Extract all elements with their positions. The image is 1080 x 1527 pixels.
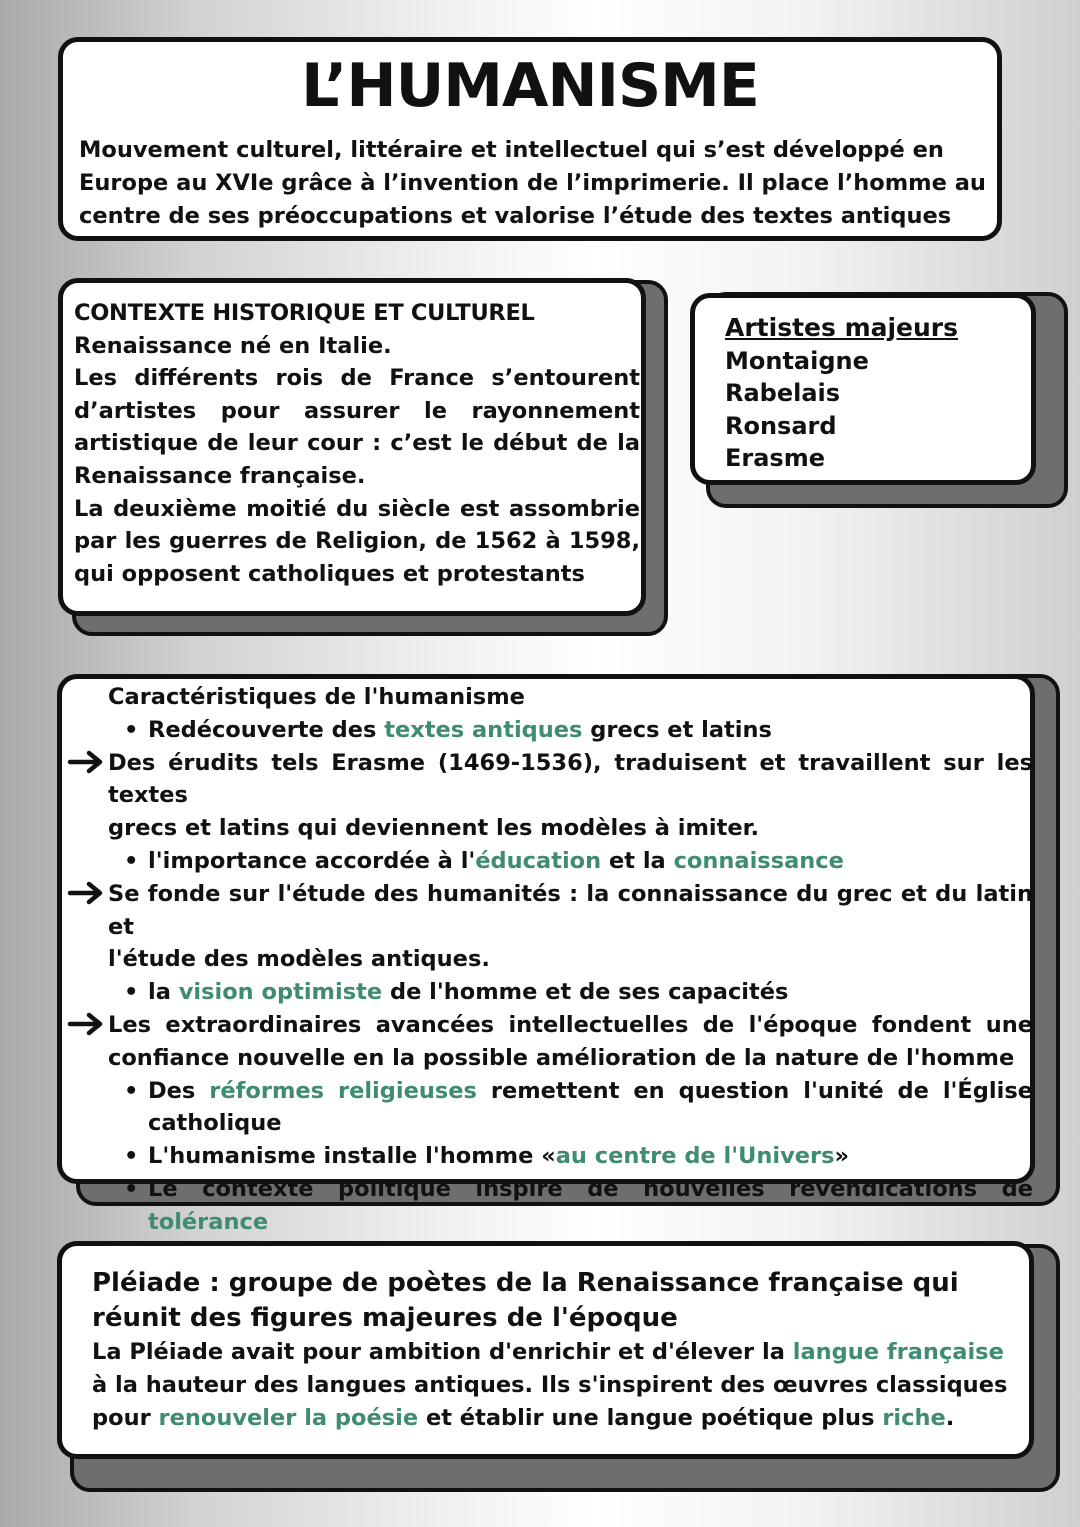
arrow-item-continuation: l'étude des modèles antiques. [108, 946, 490, 973]
pleiade-card [57, 1241, 1034, 1459]
bullet-dot-icon: • [124, 1143, 139, 1170]
arrow-item: Les extraordinaires avancées intellectuelles de l'époque fondent une [62, 1009, 1033, 1042]
arrow-right-icon [68, 1011, 106, 1037]
intro-text: Mouvement culturel, littéraire et intellectuel qui s’est développé en Europe au XVIe grâce à l’invention de l’imprimerie. Il place l’homme au centre de ses préoccupations et valorise l’étude des textes antiques [79, 137, 986, 229]
artistes-card [690, 293, 1036, 485]
artistes-heading: Artistes majeurs [725, 313, 959, 342]
arrow-right-icon [68, 749, 106, 775]
bullet-dot-icon: • [124, 716, 139, 743]
artist-item: Ronsard [725, 411, 837, 440]
contexte-para2: Les différents rois de France s’entourent d’artistes pour assurer le rayonnement artistique de leur cour : c’est le début de la Renaissance française. [74, 365, 640, 489]
bullet-item: • Le contexte politique inspire de nouvelles revendications de tolérance [62, 1173, 1033, 1239]
contexte-heading: CONTEXTE HISTORIQUE ET CULTUREL [74, 300, 535, 326]
pleiade-definition: Pléiade : groupe de poètes de la Renaissance française qui réunit des figures majeures de l'époque [92, 1268, 959, 1333]
contexte-para3: La deuxième moitié du siècle est assombrie par les guerres de Religion, de 1562 à 1598, qui opposent catholiques et protestants [74, 495, 640, 587]
arrow-item-continuation: grecs et latins qui deviennent les modèles à imiter. [108, 815, 760, 842]
contexte-card [58, 278, 646, 616]
page-title: L’HUMANISME [301, 51, 759, 121]
arrow-right-icon [68, 880, 106, 906]
bullet-item: • L'humanisme installe l'homme «au centre de l'Univers» [62, 1140, 1033, 1173]
bullet-item: • Redécouverte des textes antiques grecs et latins [62, 714, 1033, 747]
arrow-item: Des érudits tels Erasme (1469-1536), traduisent et travaillent sur les textes [62, 747, 1033, 813]
bullet-dot-icon: • [124, 1175, 139, 1202]
bullet-item: • la vision optimiste de l'homme et de ses capacités [62, 976, 1033, 1009]
caracteristiques-heading: Caractéristiques de l'humanisme [108, 684, 525, 710]
artist-item: Erasme [725, 444, 825, 473]
bullet-item-continuation: catholique [148, 1110, 282, 1137]
pleiade-description: La Pléiade avait pour ambition d'enrichir et d'élever la langue française à la hauteur des langues antiques. Ils s'inspirent des œuvres classiques pour renouveler la poésie et établir une langue poétique plus riche. [92, 1339, 1008, 1431]
artist-item: Rabelais [725, 379, 841, 408]
arrow-item-continuation: confiance nouvelle en la possible amélioration de la nature de l'homme [108, 1044, 1015, 1071]
caracteristiques-card [57, 674, 1035, 1235]
bullet-item: • Des réformes religieuses remettent en question l'unité de l'Église [62, 1075, 1033, 1108]
bullet-item: • l'importance accordée à l'éducation et la connaissance [62, 845, 1033, 878]
bullet-dot-icon: • [124, 979, 139, 1006]
title-card [58, 37, 1002, 241]
bullet-dot-icon: • [124, 1077, 139, 1104]
bullet-dot-icon: • [124, 847, 139, 874]
arrow-item: Se fonde sur l'étude des humanités : la connaissance du grec et du latin et [62, 878, 1033, 944]
contexte-line1: Renaissance né en Italie. [74, 332, 392, 359]
artist-item: Montaigne [725, 346, 869, 375]
